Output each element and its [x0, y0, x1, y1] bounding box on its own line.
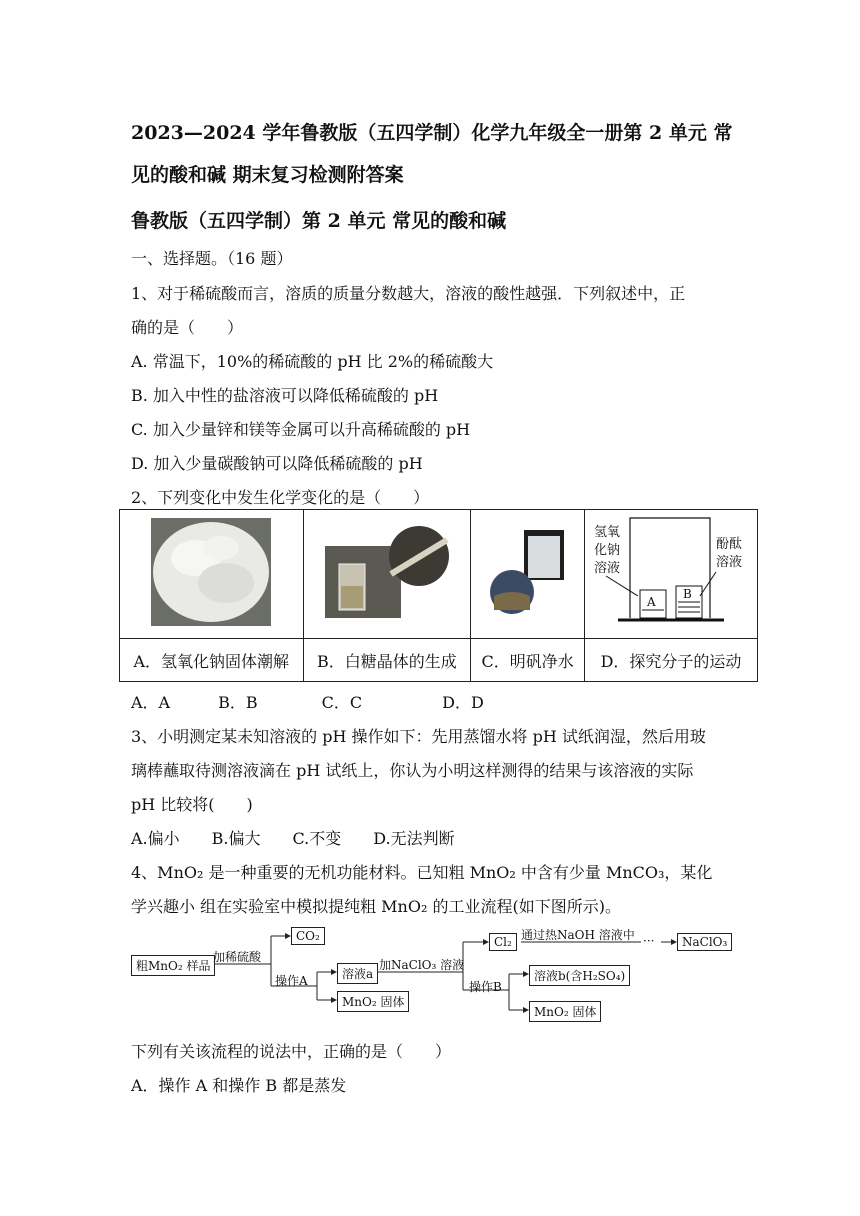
flow-dots: ··· [643, 934, 655, 948]
q1-stem-2: 确的是（ ） [131, 318, 244, 337]
q2-label-d: D．探究分子的运动 [585, 639, 758, 682]
q2-stem: 2、下列变化中发生化学变化的是（ ） [131, 488, 430, 507]
q1-option-a: A. 常温下，10%的稀硫酸的 pH 比 2%的稀硫酸大 [131, 352, 494, 371]
naoh-solid-photo [151, 518, 271, 626]
flow-co2-box: CO₂ [291, 927, 325, 945]
q2-image-table [119, 509, 758, 682]
q3-stem-1: 3、小明测定某未知溶液的 pH 操作如下：先用蒸馏水将 pH 试纸润湿，然后用玻 [131, 727, 706, 746]
q1-option-c: C. 加入少量锌和镁等金属可以升高稀硫酸的 pH [131, 420, 471, 439]
flow-cl2-box: Cl₂ [489, 933, 517, 951]
label-naoh-2: 化钠 [594, 543, 621, 558]
q2-options: A．A B．B C．C D．D [131, 693, 484, 712]
flow-solB-box: 溶液b(含H₂SO₄) [529, 965, 630, 986]
flow-solid2-box: MnO₂ 固体 [529, 1001, 601, 1022]
flow-add-label: 加NaClO₃ 溶液 [379, 958, 465, 972]
flow-opB-label: 操作B [469, 980, 502, 994]
q1-stem-1: 1、对于稀硫酸而言，溶质的质量分数越大，溶液的酸性越强．下列叙述中，正 [131, 284, 686, 303]
sugar-crystal-photo [325, 526, 449, 618]
q4-stem-2: 学兴趣小 组在实验室中模拟提纯粗 MnO₂ 的工业流程(如下图所示)。 [131, 897, 621, 916]
flow-start-box: 粗MnO₂ 样品 [131, 955, 215, 976]
q1-option-d: D. 加入少量碳酸钠可以降低稀硫酸的 pH [131, 454, 423, 473]
q4-process-flowchart [131, 920, 731, 1030]
q1-option-b: B. 加入中性的盐溶液可以降低稀硫酸的 pH [131, 386, 439, 405]
q2-image-c [471, 510, 585, 639]
flow-arrows [131, 920, 731, 1030]
flow-opA-label: 操作A [275, 974, 308, 988]
q2-label-a: A．氢氧化钠固体潮解 [120, 639, 304, 682]
section-heading: 一、选择题。（16 题） [131, 249, 293, 268]
q3-stem-2: 璃棒蘸取待测溶液滴在 pH 试纸上，你认为小明这样测得的结果与该溶液的实际 [131, 761, 694, 780]
q2-image-d [585, 510, 758, 639]
q4-stem-3: 下列有关该流程的说法中，正确的是（ ） [131, 1042, 452, 1061]
label-naoh-1: 氢氧 [594, 525, 621, 540]
doc-title-line2: 见的酸和碱 期末复习检测附答案 [131, 164, 404, 186]
q3-stem-3: pH 比较将( ) [131, 795, 253, 814]
flow-solA-box: 溶液a [337, 963, 378, 984]
label-phenol-1: 酚酞 [716, 537, 743, 552]
q3-options: A.偏小 B.偏大 C.不变 D.无法判断 [131, 829, 455, 848]
flow-step1-label: 加稀硫酸 [213, 950, 262, 964]
molecule-motion-diagram [588, 514, 754, 630]
beaker-b-label: B [683, 587, 692, 601]
label-naoh-3: 溶液 [594, 561, 621, 576]
q4-stem-1: 4、MnO₂ 是一种重要的无机功能材料。已知粗 MnO₂ 中含有少量 MnCO₃，某化 [131, 863, 713, 882]
q2-label-c: C．明矾净水 [471, 639, 585, 682]
unit-heading: 鲁教版（五四学制）第 2 单元 常见的酸和碱 [131, 210, 507, 232]
flow-solid1-box: MnO₂ 固体 [337, 991, 409, 1012]
beaker-a-label: A [647, 595, 656, 609]
label-phenol-2: 溶液 [716, 555, 743, 570]
flow-pass-label: 通过热NaOH 溶液中 [521, 928, 635, 942]
q2-label-b: B．白糖晶体的生成 [303, 639, 471, 682]
doc-title-line1: 2023—2024 学年鲁教版（五四学制）化学九年级全一册第 2 单元 常 [131, 122, 733, 144]
q2-image-a [120, 510, 304, 639]
q4-option-a: A．操作 A 和操作 B 都是蒸发 [131, 1076, 347, 1095]
q2-image-b [303, 510, 471, 639]
flow-naclo3-box: NaClO₃ [677, 933, 732, 951]
alum-purify-photo [490, 526, 566, 618]
